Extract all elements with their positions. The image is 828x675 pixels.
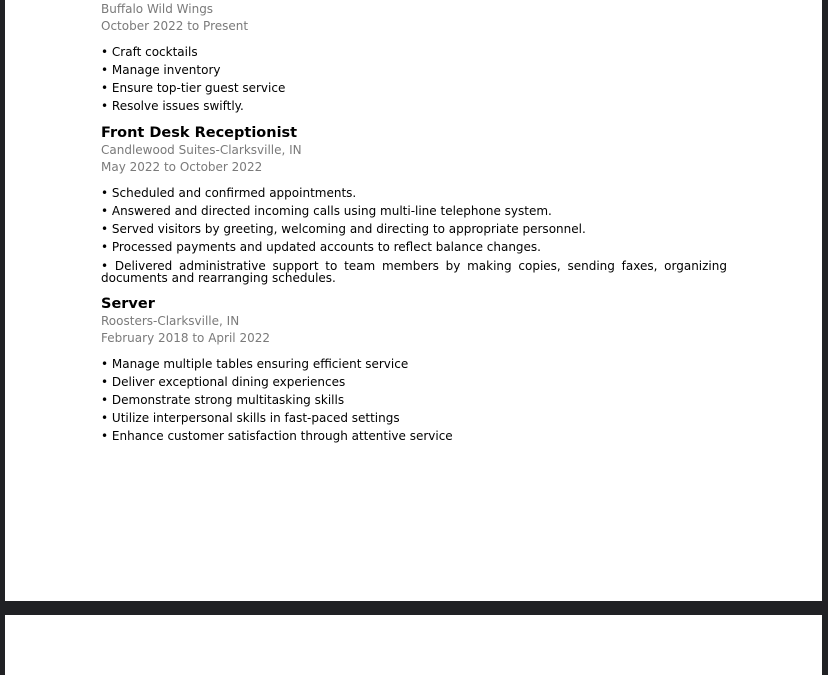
duties-list	[101, 184, 727, 285]
job-title: Server	[101, 296, 155, 312]
duty-item: • Resolve issues swiftly.	[101, 97, 727, 115]
company-name: Buffalo Wild Wings	[101, 2, 214, 16]
company-name: Roosters-Clarksville, IN	[101, 314, 240, 328]
duty-item: • Utilize interpersonal skills in fast-paced settings	[101, 409, 727, 427]
duty-item: • Manage inventory	[101, 61, 727, 79]
job-entry	[101, 124, 727, 285]
job-title: Front Desk Receptionist	[101, 125, 298, 141]
duty-item: • Delivered administrative support to team members by making copies, sending faxes, organizing documents and rearranging schedules.	[101, 256, 727, 280]
employment-dates: October 2022 to Present	[101, 19, 249, 33]
duties-list	[101, 355, 727, 445]
employment-dates: May 2022 to October 2022	[101, 160, 263, 174]
duty-item: • Served visitors by greeting, welcoming and directing to appropriate personnel.	[101, 220, 727, 238]
duty-item: • Manage multiple tables ensuring efficient service	[101, 355, 727, 373]
duty-item: • Scheduled and confirmed appointments.	[101, 184, 727, 202]
resume-page	[5, 0, 822, 601]
job-entry	[101, 1, 727, 115]
duty-item: • Answered and directed incoming calls using multi-line telephone system.	[101, 202, 727, 220]
next-page	[5, 615, 822, 675]
duties-list	[101, 43, 727, 115]
job-entry	[101, 295, 727, 445]
duty-item: • Enhance customer satisfaction through attentive service	[101, 427, 727, 445]
duty-item: • Craft cocktails	[101, 43, 727, 61]
company-name: Candlewood Suites-Clarksville, IN	[101, 143, 302, 157]
employment-dates: February 2018 to April 2022	[101, 331, 270, 345]
duty-item: • Demonstrate strong multitasking skills	[101, 391, 727, 409]
duty-item: • Ensure top-tier guest service	[101, 79, 727, 97]
duty-item: • Deliver exceptional dining experiences	[101, 373, 727, 391]
duty-item: • Processed payments and updated accounts to reflect balance changes.	[101, 238, 727, 256]
